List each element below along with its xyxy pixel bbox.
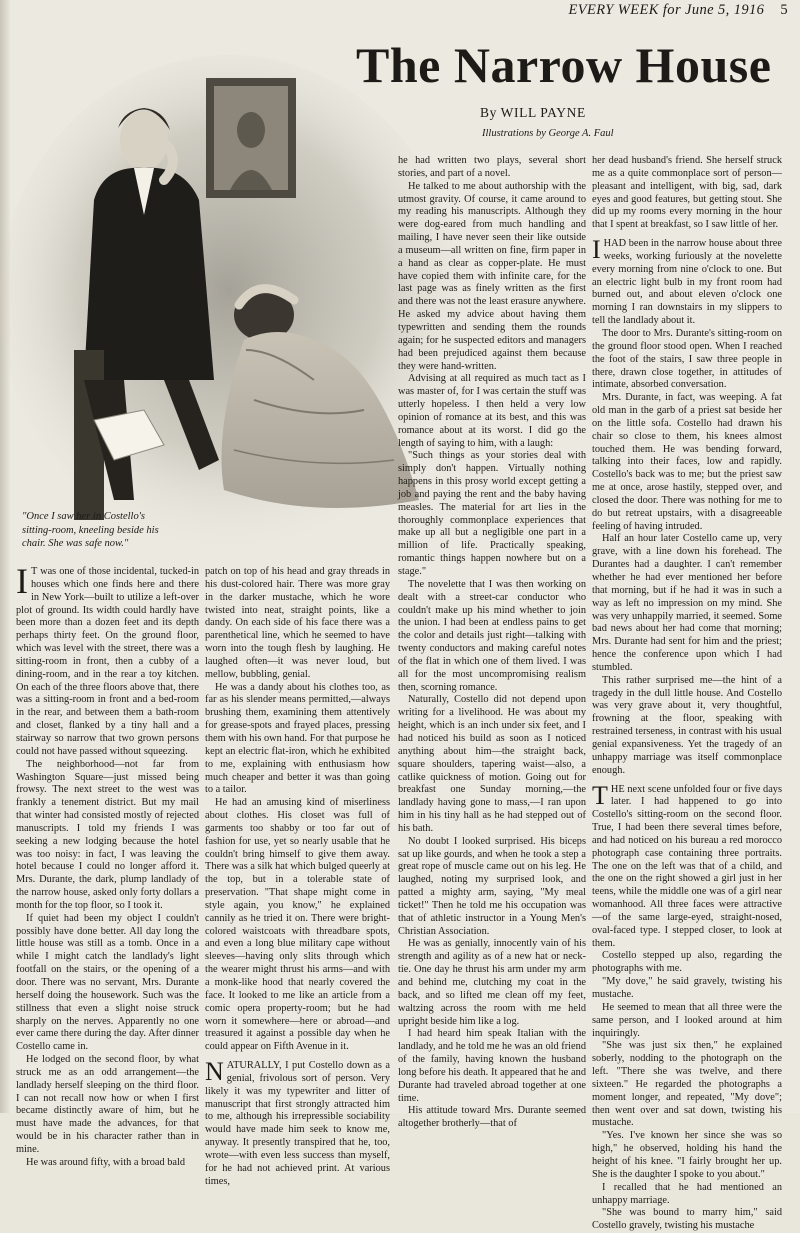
paragraph: No doubt I looked surprised. His biceps sat up like gourds, and when he took a step a great rope of muscle came out on his leg. He laughed, noting my surprised look, and patted a mighty arm, saying, "My meal ticket!" Then he told me his occupation was that of athletic instructor in a Young Men's Christian Association.	[398, 835, 586, 937]
paragraph: The door to Mrs. Durante's sitting-room on the ground floor stood open. When I reached the foot of the stairs, I saw three people in there, drawn close together, in attitudes of intimate, absorbed conversation.	[592, 327, 782, 391]
paragraph	[592, 780, 782, 951]
illustration-caption: "Once I saw her in Costello's sitting-room, kneeling beside his chair. She was safe now."	[22, 511, 159, 550]
paragraph: "Yes. I've known her since she was so high," he observed, holding his hand the height of his knee. "I fairly brought her up. She is the daughter I spoke to you about."	[592, 1130, 782, 1180]
text-column-3	[398, 155, 586, 1130]
paragraph-text: HAD been in the narrow house about three weeks, working furiously at the novelette every morning from nine o'clock to one. But an electric light bulb in my front room had burned out, and about eleven o'clock one morning I ran downstairs in my slippers to tell the landlady about it.	[592, 238, 782, 327]
paragraph: he had written two plays, several short stories, and part of a novel.	[398, 155, 586, 179]
story-byline: By WILL PAYNE	[480, 105, 586, 120]
page-binding-edge	[0, 0, 10, 1113]
magazine-name: EVERY WEEK	[568, 2, 659, 18]
paragraph-text: HE next scene unfolded four or five days later. I had happened to go into Costello's sitting-room on the second floor. True, I had been there several times before, and had noticed on his bureau a red morocco photograph case containing three portraits. The one on the left was that of a child, and the one on the right showed a girl just in her teens, while the middle one was of a girl near womanhood. All three faces were attractive—of the same large-eyed, straight-nosed, oval-faced type. I stepped closer, to look at them.	[592, 783, 782, 949]
drop-cap: I	[16, 561, 28, 601]
paragraph: I had heard him speak Italian with the landlady, and he told me he was an old friend of the family, having known the husband long before his death. It appeared that he and Durante had traveled abroad together at one time.	[398, 1028, 586, 1104]
paragraph: He seemed to mean that all three were the same person, and I looked around at him inquiringly.	[592, 1001, 782, 1039]
paragraph: "She was just six then," he explained soberly, nodding to the photograph on the left. "There she was twelve, and there sixteen." He regarded the photographs a moment longer, and repeated, "My dove"; then went over and sat down, twisting his mustache.	[592, 1040, 782, 1129]
paragraph: patch on top of his head and gray threads in his dust-colored hair. There was more gray in the darker mustache, which he wore twisted into neat, straight points, like a dandy. On each side of his face there was a parenthetical line, which he seemed to have worn into the tough flesh by laughing. He laughed often—it was never loud, but mellow, bubbling, genial.	[205, 566, 390, 680]
paragraph: "My dove," he said gravely, twisting his mustache.	[592, 976, 782, 1000]
paragraph: Costello stepped up also, regarding the photographs with me.	[592, 950, 782, 975]
paragraph	[592, 235, 782, 328]
paragraph: Half an hour later Costello came up, very grave, with a line down his forehead. The Durantes had a daughter. I can't remember whether he had ever mentioned her before that morning, but if he had it was in such a way as left no impression on my mind. She was very unhappily married, it seemed. Some bad news about her had come that morning; Mrs. Durante had sent for him and the priest; hence the conference upon which I had stumbled.	[592, 533, 782, 673]
text-column-4	[592, 155, 782, 1232]
paragraph: The neighborhood—not far from Washington Square—just missed being frowsy. The next street to the west was frankly a tenement district. But my mail that winter had consisted mostly of rejected manuscripts. I told my friends I was seeking a new lodging because the hotel was too noisy: in fact, I was leaving the hotel because I could no longer afford it. Mrs. Durante, the dark, plump landlady of the narrow house, asked only forty dollars a month for the top floor, so I took it.	[16, 758, 199, 911]
paragraph	[16, 561, 199, 759]
paragraph: Mrs. Durante, in fact, was weeping. A fat old man in the garb of a priest sat beside her on the little sofa. Costello had drawn his chair so close to them, his knees almost touched them. He was bending forward, talking into their faces, low and rapidly. Costello's back was to me; but the priest saw me at once, arose hastily, stepped over, and closed the door. There was nothing for me to do but retreat upstairs, with a disagreeable feeling of having intruded.	[592, 392, 782, 532]
page-number: 5	[780, 2, 788, 18]
paragraph-text: ATURALLY, I put Costello down as a genial, frivolous sort of person. Very likely it was my typewriter and litter of manuscript that first strongly attracted him to me, although his irrepressible sociability would have made him seek to know me, anyway. It presently transpired that he, too, wrote—with even less success than myself, for he had not achieved print. At various times,	[205, 1060, 390, 1187]
running-head	[569, 2, 789, 19]
paragraph: His attitude toward Mrs. Durante seemed altogether brotherly—that of	[398, 1105, 586, 1130]
drop-cap: I	[592, 235, 601, 265]
paragraph: Naturally, Costello did not depend upon writing for a livelihood. He was about my height, which is an inch under six feet, and I had noticed his build as soon as I noticed anything about him—the straight back, square shoulders, tapering waist—also, a catlike quickness of motion. Going out for breakfast one Sunday morning,—the landlady having gone to mass,—I ran upon him in his tiny hall as he had stepped out of his bath.	[398, 694, 586, 834]
paragraph	[205, 1057, 390, 1188]
paragraph: He was as genially, innocently vain of his strength and agility as of a new hat or neck-tie. One day he thrust his arm under my arm and behind me, clutching my coat in the back, and so lifted me clean off my feet, waltzing across the room with me held upright beside him like a log.	[398, 938, 586, 1027]
drop-cap: N	[205, 1057, 224, 1087]
paragraph-text: T was one of those incidental, tucked-in houses which one finds here and there in New York—built to utilize a left-over plot of ground. Its width could hardly have been more than a dozen feet and its depth perhaps thirty feet. On the ground floor, which was level with the street, there was a sitting-room in front, then a cubby of a dining-room, and in the rear a toy kitchen. On each of the three floors above that, there was a sitting-room in front and a bed-room in the rear, and between them a bath-room and closet, flanked by a tiny hall and a stairway so narrow that two grown persons could not have passed without squeezing.	[16, 566, 199, 757]
paragraph: "Such things as your stories deal with simply don't happen. Virtually nothing happens in this prosy world except getting a job and paying the rent and the baby having measles. The material for art lies in the thoroughly commonplace experiences that make up all but a negligible one part in a million of life. Practically speaking, romantic things happen nowhere but on a stage."	[398, 450, 586, 577]
paragraph: her dead husband's friend. She herself struck me as a quite commonplace sort of person—pleasant and intelligent, with big, sad, dark eyes and good features, but getting stout. She did up my rooms every morning in the hour that I spent at breakfast, so I saw little of her.	[592, 155, 782, 231]
paragraph: The novelette that I was then working on dealt with a street-car conductor who couldn't make up his mind whether to join the union. I had been at endless pains to get the color and details just right—talking with twenty conductors and making careful notes of the flat in which one of them lived. I was all for the most uncompromising realism then, scorning romance.	[398, 578, 586, 693]
text-column-2	[205, 566, 390, 1187]
paragraph: He was around fifty, with a broad bald	[26, 1156, 186, 1168]
paragraph: This rather surprised me—the hint of a tragedy in the dull little house. And Costello was very grave about it, very thoughtful, frowning at the floor, speaking with restrained terseness, in contrast with his usual genial expansiveness. Yet the tragedy of an unhappy marriage was itself commonplace enough.	[592, 674, 782, 776]
paragraph: If quiet had been my object I couldn't possibly have done better. All day long the little house was still as a tomb. Once in a while I might catch the landlady's light footfall on the stairs, or the opening of a door. There was no servant, Mrs. Durante herself doing the housework. Such was the stillness that even a slight noise struck sharply on the nerves. Apparently no one ever came there during the day. After dinner Costello came in.	[16, 912, 199, 1053]
illustration-credit: Illustrations by George A. Faul	[482, 128, 614, 139]
paragraph: "She was bound to marry him," said Costello gravely, twisting his mustache	[592, 1207, 782, 1232]
story-title: The Narrow House	[356, 37, 772, 93]
paragraph: He was a dandy about his clothes too, as far as his slender means permitted,—always brushing them, examining them attentively for grease-spots and frayed places, pressing them with his own hand. For that purpose he kept an electric flat-iron, which he exhibited to me, explaining with enthusiasm how much cheaper and better it was than going to a tailor.	[205, 681, 390, 796]
drop-cap: T	[592, 780, 608, 810]
paragraph: Advising at all required as much tact as I was master of, for I was certain the stuff was utterly hopeless. I then held a very low opinion of romance at its best, and this was romance about at its worst. I did go the length of saying to him, with a laugh:	[398, 373, 586, 449]
wall-portrait	[206, 78, 296, 198]
paragraph: He lodged on the second floor, by what struck me as an odd arrangement—the landlady herself sleeping on the third floor. I can not recall now how or when I first became distinctly aware of him, but he must have made the advances, for that would be in his character rather than in mine.	[16, 1054, 199, 1155]
paragraph: He had an amusing kind of miserliness about clothes. His closet was full of garments too shabby or too far out of fashion for use, yet so nearly usable that he couldn't bring himself to give them away. There was a silk hat which bulged queerly at the top, but in a tolerable state of preservation. "That shape might come in style again, you know," he explained cannily as he tried it on. There were bright-colored waistcoats with threadbare spots, and even a long blue military cape without sleeves—having only slits through which the wearer might thrust his arms—and with a monk-like hood that nearly covered the face. It looked to me like an article from a comic opera property-room; but he had worn it somewhere—here or abroad—and treasured it against a possible day when he could appear on Fifth Avenue in it.	[205, 797, 390, 1053]
paragraph: I recalled that he had mentioned an unhappy marriage.	[592, 1181, 782, 1206]
text-column-1	[16, 561, 199, 1168]
paragraph: He talked to me about authorship with the utmost gravity. Of course, it came around to my reading his manuscripts. Although they were dog-eared from much handling and mailing, I have never seen their like outside a museum—all written on fine, firm paper in a hand as clear as copper-plate. He must have copied them with infinite care, for the last page was as finely written as the first and there was not the least erasure anywhere. He asked my advice about having them typewritten and sending them the rounds again; for he suspected editors and managers had been prejudiced against them because they were hand-written.	[398, 180, 586, 372]
issue-date: for June 5, 1916	[662, 2, 765, 18]
